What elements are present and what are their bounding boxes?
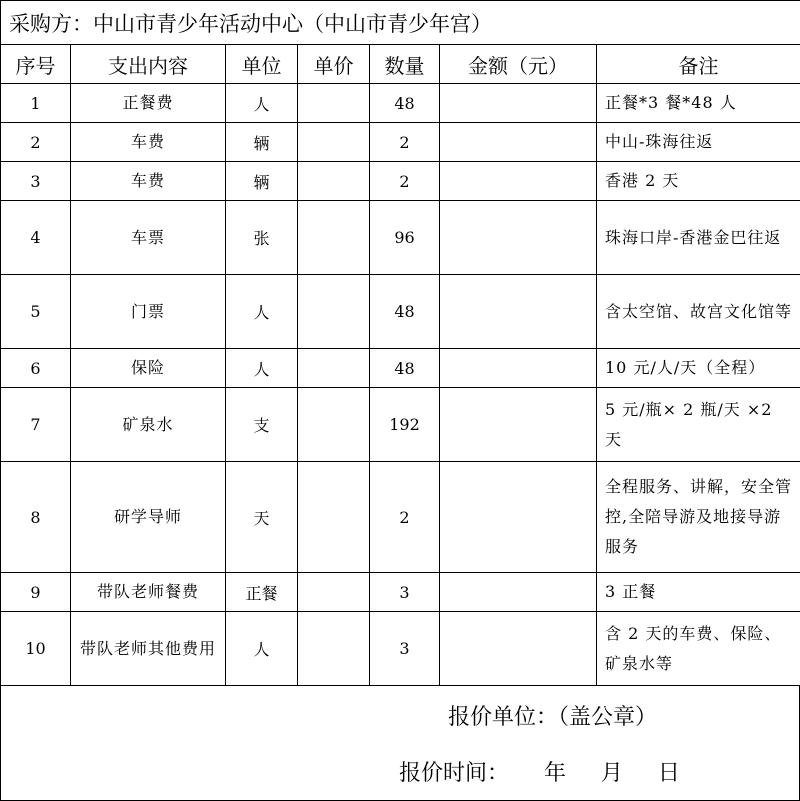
cell-amount — [440, 462, 597, 573]
cell-qty: 2 — [370, 462, 440, 573]
header-no: 序号 — [1, 45, 71, 84]
cell-unit: 正餐 — [226, 573, 298, 612]
cell-item: 门票 — [71, 275, 226, 349]
cell-price — [298, 349, 370, 388]
cell-no: 1 — [1, 84, 71, 123]
cell-amount — [440, 201, 597, 275]
cell-unit: 支 — [226, 388, 298, 462]
cell-note: 全程服务、讲解，安全管控,全陪导游及地接导游服务 — [597, 462, 800, 573]
table-row — [1, 349, 800, 388]
cell-qty: 3 — [370, 612, 440, 686]
cell-note: 正餐*3 餐*48 人 — [597, 84, 800, 123]
cell-price — [298, 388, 370, 462]
cell-item: 研学导师 — [71, 462, 226, 573]
cell-no: 2 — [1, 123, 71, 162]
table-row — [1, 388, 800, 462]
cell-amount — [440, 84, 597, 123]
cell-amount — [440, 612, 597, 686]
table-row — [1, 201, 800, 275]
table-row — [1, 275, 800, 349]
header-note: 备注 — [597, 45, 800, 84]
cell-price — [298, 612, 370, 686]
header-price: 单价 — [298, 45, 370, 84]
cell-amount — [440, 349, 597, 388]
cell-qty: 96 — [370, 201, 440, 275]
cell-price — [298, 123, 370, 162]
cell-unit: 人 — [226, 275, 298, 349]
cell-unit: 辆 — [226, 123, 298, 162]
cell-qty: 3 — [370, 573, 440, 612]
table-row — [1, 612, 800, 686]
cell-note: 珠海口岸-香港金巴往返 — [597, 201, 800, 275]
cell-item: 带队老师其他费用 — [71, 612, 226, 686]
cell-item: 矿泉水 — [71, 388, 226, 462]
cell-amount — [440, 573, 597, 612]
cell-no: 6 — [1, 349, 71, 388]
cell-unit: 张 — [226, 201, 298, 275]
cell-no: 7 — [1, 388, 71, 462]
cell-unit: 天 — [226, 462, 298, 573]
cell-note: 5 元/瓶× 2 瓶/天 ×2 天 — [597, 388, 800, 462]
cell-item: 保险 — [71, 349, 226, 388]
cell-price — [298, 84, 370, 123]
cell-amount — [440, 275, 597, 349]
cell-amount — [440, 388, 597, 462]
cell-qty: 48 — [370, 84, 440, 123]
cell-amount — [440, 162, 597, 201]
cell-note: 10 元/人/天（全程） — [597, 349, 800, 388]
cell-note: 香港 2 天 — [597, 162, 800, 201]
cell-item: 车费 — [71, 123, 226, 162]
header-amount: 金额（元） — [440, 45, 597, 84]
cell-unit: 人 — [226, 612, 298, 686]
table-row — [1, 84, 800, 123]
header-unit: 单位 — [226, 45, 298, 84]
cell-qty: 192 — [370, 388, 440, 462]
buyer-title: 采购方：中山市青少年活动中心（中山市青少年宫） — [1, 1, 800, 45]
header-item: 支出内容 — [71, 45, 226, 84]
header-qty: 数量 — [370, 45, 440, 84]
cell-qty: 2 — [370, 162, 440, 201]
cell-no: 4 — [1, 201, 71, 275]
buyer-row — [1, 1, 800, 45]
cell-no: 10 — [1, 612, 71, 686]
cell-item: 车票 — [71, 201, 226, 275]
table-row — [1, 123, 800, 162]
cell-no: 3 — [1, 162, 71, 201]
cell-price — [298, 462, 370, 573]
cell-price — [298, 573, 370, 612]
cell-no: 8 — [1, 462, 71, 573]
cell-note: 含 2 天的车费、保险、矿泉水等 — [597, 612, 800, 686]
cell-price — [298, 275, 370, 349]
cell-qty: 2 — [370, 123, 440, 162]
footer-area — [0, 686, 800, 801]
cell-note: 中山-珠海往返 — [597, 123, 800, 162]
cell-item: 车费 — [71, 162, 226, 201]
cell-unit: 人 — [226, 84, 298, 123]
cell-no: 9 — [1, 573, 71, 612]
cell-price — [298, 201, 370, 275]
quote-unit-label: 报价单位：（盖公章） — [448, 705, 658, 730]
cell-unit: 辆 — [226, 162, 298, 201]
header-row — [1, 45, 800, 84]
cell-unit: 人 — [226, 349, 298, 388]
quote-time-label: 报价时间： 年 月 日 — [399, 761, 680, 786]
cell-note: 含太空馆、故宫文化馆等 — [597, 275, 800, 349]
cell-qty: 48 — [370, 275, 440, 349]
cell-amount — [440, 123, 597, 162]
table-row — [1, 462, 800, 573]
cell-note: 3 正餐 — [597, 573, 800, 612]
cell-item: 带队老师餐费 — [71, 573, 226, 612]
cell-price — [298, 162, 370, 201]
cell-no: 5 — [1, 275, 71, 349]
cell-qty: 48 — [370, 349, 440, 388]
cell-item: 正餐费 — [71, 84, 226, 123]
table-row — [1, 162, 800, 201]
table-row — [1, 573, 800, 612]
